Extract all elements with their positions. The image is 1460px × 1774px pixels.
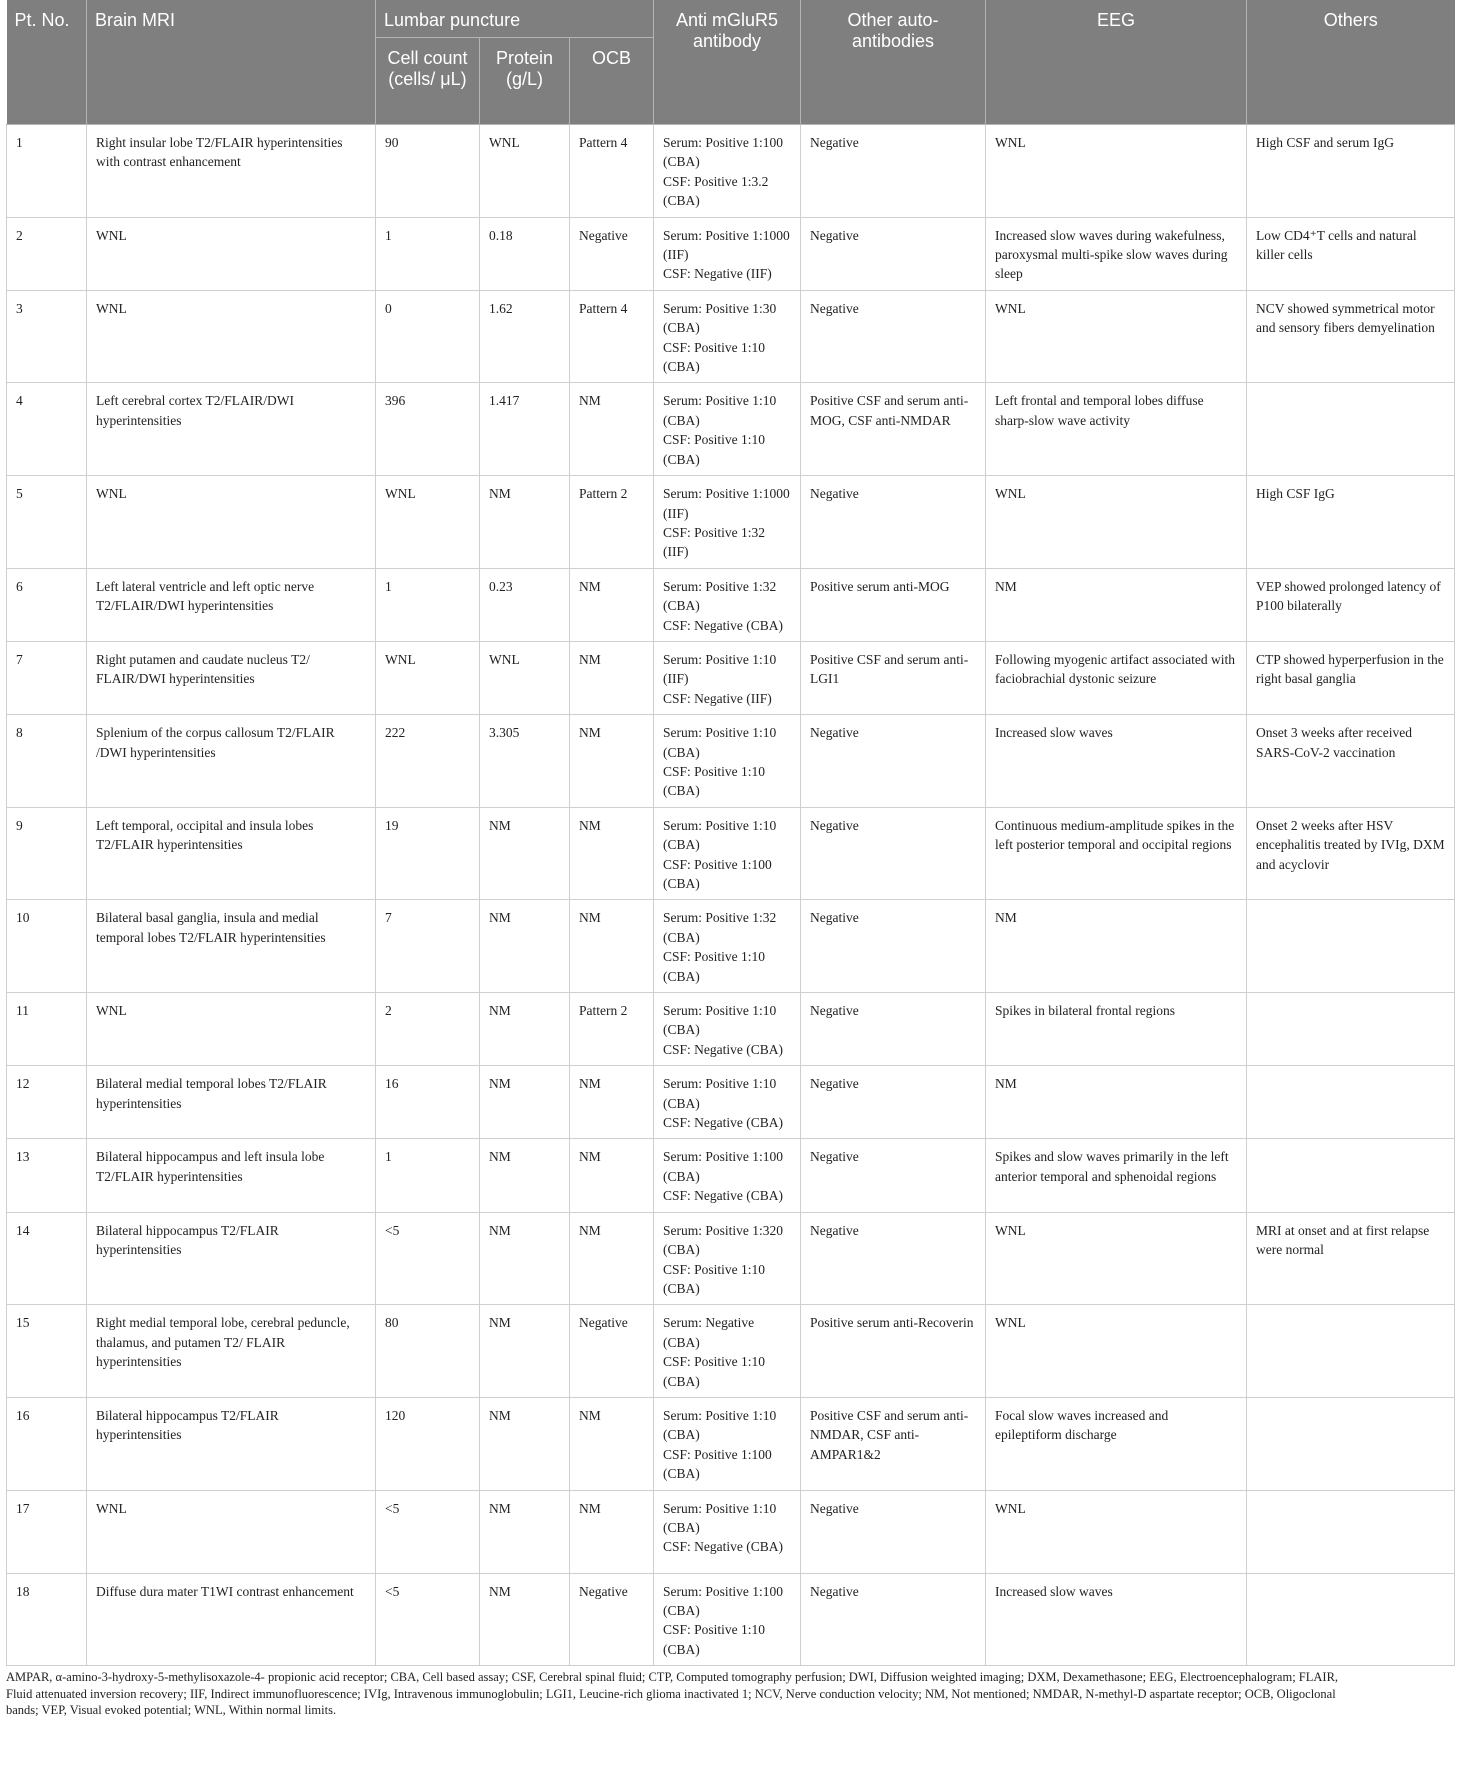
table-row (7, 715, 1455, 808)
table-row (7, 1066, 1455, 1139)
cell-ocb: NM (570, 807, 654, 900)
footnote-line-1: AMPAR, α-amino-3-hydroxy-5-methylisoxazole-4- propionic acid receptor; CBA, Cell based assay; CSF, Cerebral spinal fluid; CTP, Computed tomography perfusion; DWI, Diffusion weighted imaging; DXM, Dexamethasone; EEG, Electroencephalogram; FLAIR, (6, 1670, 1339, 1685)
cell-other-autoantibodies: Negative (801, 217, 986, 290)
cell-others (1247, 900, 1455, 993)
cell-cell-count: 396 (376, 383, 480, 476)
cell-cell-count: <5 (376, 1490, 480, 1573)
table-body (7, 125, 1455, 1666)
antibody-serum: Serum: Positive 1:10 (CBA) (663, 1500, 777, 1535)
header-other-autoantibodies: Other auto-antibodies (801, 0, 986, 125)
antibody-csf: CSF: Positive 1:100 (CBA) (663, 1446, 772, 1482)
cell-protein: WNL (480, 125, 570, 218)
cell-eeg: Spikes in bilateral frontal regions (986, 993, 1247, 1066)
cell-ocb: NM (570, 715, 654, 808)
cell-anti-mglur5 (654, 900, 801, 993)
cell-pt-no: 9 (7, 807, 87, 900)
cell-ocb: NM (570, 1212, 654, 1305)
cell-cell-count: 2 (376, 993, 480, 1066)
cell-others (1247, 1139, 1455, 1212)
table-row (7, 476, 1455, 569)
antibody-csf: CSF: Negative (CBA) (663, 1115, 784, 1131)
antibody-csf: CSF: Positive 1:10 (CBA) (663, 763, 766, 799)
cell-protein: NM (480, 476, 570, 569)
cell-others: VEP showed prolonged latency of P100 bilaterally (1247, 568, 1455, 641)
cell-eeg: NM (986, 900, 1247, 993)
cell-protein: NM (480, 993, 570, 1066)
cell-ocb: NM (570, 383, 654, 476)
cell-cell-count: 16 (376, 1066, 480, 1139)
header-anti-mglur5: Anti mGluR5 antibody (654, 0, 801, 125)
cell-brain-mri: Right medial temporal lobe, cerebral peduncle, thalamus, and putamen T2/ FLAIR hyperintensities (87, 1305, 376, 1398)
cell-ocb: Pattern 2 (570, 476, 654, 569)
table-row (7, 383, 1455, 476)
antibody-csf: CSF: Positive 1:3.2 (CBA) (663, 173, 769, 209)
table-footnote (6, 1669, 1454, 1719)
table-row (7, 1139, 1455, 1212)
cell-ocb: NM (570, 1397, 654, 1490)
cell-brain-mri: Left temporal, occipital and insula lobes T2/FLAIR hyperintensities (87, 807, 376, 900)
cell-ocb: Pattern 4 (570, 290, 654, 383)
header-others: Others (1247, 0, 1455, 125)
cell-anti-mglur5 (654, 1139, 801, 1212)
cell-pt-no: 5 (7, 476, 87, 569)
cell-cell-count: WNL (376, 641, 480, 714)
cell-protein: 1.62 (480, 290, 570, 383)
cell-others: NCV showed symmetrical motor and sensory fibers demyelination (1247, 290, 1455, 383)
cell-anti-mglur5 (654, 1305, 801, 1398)
cell-eeg: Continuous medium-amplitude spikes in the left posterior temporal and occipital regions (986, 807, 1247, 900)
table-row (7, 900, 1455, 993)
cell-pt-no: 12 (7, 1066, 87, 1139)
cell-anti-mglur5 (654, 1573, 801, 1666)
cell-pt-no: 11 (7, 993, 87, 1066)
antibody-serum: Serum: Positive 1:10 (IIF) (663, 651, 777, 687)
cell-others (1247, 383, 1455, 476)
cell-protein: NM (480, 1305, 570, 1398)
table-row (7, 1305, 1455, 1398)
cell-pt-no: 1 (7, 125, 87, 218)
cell-pt-no: 15 (7, 1305, 87, 1398)
antibody-csf: CSF: Positive 1:10 (CBA) (663, 1622, 766, 1657)
cell-eeg: Increased slow waves (986, 1573, 1247, 1666)
antibody-serum: Serum: Positive 1:32 (CBA) (663, 578, 777, 614)
cell-brain-mri: Bilateral medial temporal lobes T2/FLAIR hyperintensities (87, 1066, 376, 1139)
cell-anti-mglur5 (654, 807, 801, 900)
cell-ocb: Negative (570, 1305, 654, 1398)
patient-table (6, 0, 1455, 1666)
cell-others (1247, 1397, 1455, 1490)
antibody-serum: Serum: Positive 1:100 (CBA) (663, 1149, 784, 1184)
cell-protein: WNL (480, 641, 570, 714)
cell-others (1247, 1490, 1455, 1573)
cell-cell-count: WNL (376, 476, 480, 569)
antibody-serum: Serum: Positive 1:10 (CBA) (663, 1407, 777, 1443)
antibody-serum: Serum: Positive 1:10 (CBA) (663, 393, 777, 428)
table-row (7, 125, 1455, 218)
cell-eeg: WNL (986, 476, 1247, 569)
table-container (6, 0, 1454, 1719)
cell-pt-no: 3 (7, 290, 87, 383)
cell-cell-count: 0 (376, 290, 480, 383)
cell-other-autoantibodies: Negative (801, 1490, 986, 1573)
table-row (7, 641, 1455, 714)
cell-eeg: Increased slow waves (986, 715, 1247, 808)
cell-brain-mri: WNL (87, 476, 376, 569)
header-eeg: EEG (986, 0, 1247, 125)
cell-others: High CSF IgG (1247, 476, 1455, 569)
antibody-csf: CSF: Negative (IIF) (663, 266, 772, 282)
cell-brain-mri: WNL (87, 290, 376, 383)
cell-others: MRI at onset and at first relapse were normal (1247, 1212, 1455, 1305)
cell-brain-mri: Right putamen and caudate nucleus T2/ FLAIR/DWI hyperintensities (87, 641, 376, 714)
cell-eeg: WNL (986, 125, 1247, 218)
antibody-csf: CSF: Positive 1:10 (CBA) (663, 1354, 766, 1389)
antibody-serum: Serum: Positive 1:10 (CBA) (663, 725, 777, 760)
cell-other-autoantibodies: Negative (801, 1139, 986, 1212)
cell-brain-mri: Bilateral basal ganglia, insula and medial temporal lobes T2/FLAIR hyperintensities (87, 900, 376, 993)
cell-cell-count: 90 (376, 125, 480, 218)
cell-ocb: NM (570, 900, 654, 993)
cell-other-autoantibodies: Positive serum anti-Recoverin (801, 1305, 986, 1398)
cell-other-autoantibodies: Positive CSF and serum anti-LGI1 (801, 641, 986, 714)
antibody-serum: Serum: Positive 1:1000 (IIF) (663, 486, 790, 521)
cell-other-autoantibodies: Positive serum anti-MOG (801, 568, 986, 641)
antibody-serum: Serum: Positive 1:100 (CBA) (663, 135, 784, 170)
cell-cell-count: 1 (376, 217, 480, 290)
cell-anti-mglur5 (654, 993, 801, 1066)
cell-other-autoantibodies: Negative (801, 993, 986, 1066)
antibody-serum: Serum: Positive 1:1000 (IIF) (663, 227, 790, 263)
cell-cell-count: <5 (376, 1573, 480, 1666)
cell-eeg: NM (986, 1066, 1247, 1139)
antibody-serum: Serum: Negative (CBA) (663, 1315, 755, 1350)
cell-eeg: Spikes and slow waves primarily in the left anterior temporal and sphenoidal regions (986, 1139, 1247, 1212)
cell-other-autoantibodies: Negative (801, 1212, 986, 1305)
cell-other-autoantibodies: Negative (801, 807, 986, 900)
antibody-csf: CSF: Negative (CBA) (663, 1041, 784, 1057)
antibody-csf: CSF: Positive 1:32 (IIF) (663, 524, 766, 560)
cell-eeg: Focal slow waves increased and epileptiform discharge (986, 1397, 1247, 1490)
cell-pt-no: 8 (7, 715, 87, 808)
cell-cell-count: 1 (376, 568, 480, 641)
table-row (7, 1490, 1455, 1573)
antibody-serum: Serum: Positive 1:32 (CBA) (663, 910, 777, 945)
cell-cell-count: 222 (376, 715, 480, 808)
header-ocb: OCB (570, 38, 654, 125)
cell-protein: 0.18 (480, 217, 570, 290)
cell-ocb: Negative (570, 1573, 654, 1666)
cell-ocb: NM (570, 1139, 654, 1212)
cell-ocb: NM (570, 641, 654, 714)
cell-anti-mglur5 (654, 1066, 801, 1139)
cell-anti-mglur5 (654, 1397, 801, 1490)
antibody-serum: Serum: Positive 1:100 (CBA) (663, 1583, 784, 1618)
antibody-csf: CSF: Negative (CBA) (663, 617, 784, 633)
cell-brain-mri: WNL (87, 1490, 376, 1573)
cell-other-autoantibodies: Negative (801, 715, 986, 808)
cell-cell-count: <5 (376, 1212, 480, 1305)
antibody-serum: Serum: Positive 1:10 (CBA) (663, 817, 777, 853)
header-pt-no: Pt. No. (7, 0, 87, 125)
cell-anti-mglur5 (654, 568, 801, 641)
cell-anti-mglur5 (654, 641, 801, 714)
cell-brain-mri: Left lateral ventricle and left optic nerve T2/FLAIR/DWI hyperintensities (87, 568, 376, 641)
cell-other-autoantibodies: Negative (801, 900, 986, 993)
cell-protein: 3.305 (480, 715, 570, 808)
header-brain-mri: Brain MRI (87, 0, 376, 125)
cell-brain-mri: Right insular lobe T2/FLAIR hyperintensities with contrast enhancement (87, 125, 376, 218)
cell-pt-no: 16 (7, 1397, 87, 1490)
antibody-csf: CSF: Negative (IIF) (663, 690, 772, 706)
cell-brain-mri: Splenium of the corpus callosum T2/FLAIR /DWI hyperintensities (87, 715, 376, 808)
table-row (7, 568, 1455, 641)
cell-pt-no: 6 (7, 568, 87, 641)
cell-cell-count: 19 (376, 807, 480, 900)
cell-brain-mri: Diffuse dura mater T1WI contrast enhancement (87, 1573, 376, 1666)
table-row (7, 217, 1455, 290)
cell-ocb: NM (570, 1066, 654, 1139)
cell-other-autoantibodies: Negative (801, 290, 986, 383)
cell-others (1247, 1573, 1455, 1666)
cell-protein: NM (480, 1490, 570, 1573)
cell-anti-mglur5 (654, 383, 801, 476)
cell-others: Onset 2 weeks after HSV encephalitis treated by IVIg, DXM and acyclovir (1247, 807, 1455, 900)
cell-pt-no: 2 (7, 217, 87, 290)
cell-anti-mglur5 (654, 715, 801, 808)
cell-anti-mglur5 (654, 290, 801, 383)
antibody-csf: CSF: Positive 1:100 (CBA) (663, 856, 772, 891)
cell-eeg: WNL (986, 290, 1247, 383)
cell-other-autoantibodies: Positive CSF and serum anti-NMDAR, CSF anti-AMPAR1&2 (801, 1397, 986, 1490)
table-row (7, 1573, 1455, 1666)
cell-pt-no: 10 (7, 900, 87, 993)
cell-pt-no: 18 (7, 1573, 87, 1666)
cell-cell-count: 7 (376, 900, 480, 993)
cell-cell-count: 1 (376, 1139, 480, 1212)
cell-other-autoantibodies: Positive CSF and serum anti-MOG, CSF anti-NMDAR (801, 383, 986, 476)
cell-protein: 1.417 (480, 383, 570, 476)
cell-anti-mglur5 (654, 1490, 801, 1573)
antibody-serum: Serum: Positive 1:10 (CBA) (663, 1076, 777, 1111)
cell-brain-mri: WNL (87, 993, 376, 1066)
antibody-csf: CSF: Positive 1:10 (CBA) (663, 1261, 766, 1296)
cell-eeg: WNL (986, 1305, 1247, 1398)
cell-protein: NM (480, 1212, 570, 1305)
cell-other-autoantibodies: Negative (801, 1066, 986, 1139)
cell-eeg: Increased slow waves during wakefulness, paroxysmal multi-spike slow waves during sleep (986, 217, 1247, 290)
footnote-line-3: bands; VEP, Visual evoked potential; WNL, Within normal limits. (6, 1703, 337, 1718)
cell-brain-mri: Bilateral hippocampus and left insula lobe T2/FLAIR hyperintensities (87, 1139, 376, 1212)
cell-protein: NM (480, 1066, 570, 1139)
cell-pt-no: 7 (7, 641, 87, 714)
antibody-csf: CSF: Negative (CBA) (663, 1539, 784, 1555)
cell-brain-mri: Bilateral hippocampus T2/FLAIR hyperintensities (87, 1397, 376, 1490)
header-protein: Protein (g/L) (480, 38, 570, 125)
cell-brain-mri: WNL (87, 217, 376, 290)
table-row (7, 1212, 1455, 1305)
antibody-csf: CSF: Negative (CBA) (663, 1188, 784, 1204)
cell-pt-no: 17 (7, 1490, 87, 1573)
cell-pt-no: 4 (7, 383, 87, 476)
cell-anti-mglur5 (654, 476, 801, 569)
antibody-csf: CSF: Positive 1:10 (CBA) (663, 432, 766, 467)
cell-anti-mglur5 (654, 1212, 801, 1305)
cell-protein: 0.23 (480, 568, 570, 641)
cell-others: CTP showed hyperperfusion in the right basal ganglia (1247, 641, 1455, 714)
cell-eeg: Left frontal and temporal lobes diffuse sharp-slow wave activity (986, 383, 1247, 476)
cell-protein: NM (480, 1139, 570, 1212)
antibody-serum: Serum: Positive 1:320 (CBA) (663, 1222, 784, 1258)
table-row (7, 807, 1455, 900)
cell-ocb: Pattern 4 (570, 125, 654, 218)
cell-anti-mglur5 (654, 125, 801, 218)
cell-cell-count: 120 (376, 1397, 480, 1490)
cell-cell-count: 80 (376, 1305, 480, 1398)
antibody-serum: Serum: Positive 1:30 (CBA) (663, 300, 777, 336)
cell-other-autoantibodies: Negative (801, 1573, 986, 1666)
cell-eeg: WNL (986, 1212, 1247, 1305)
cell-eeg: NM (986, 568, 1247, 641)
cell-pt-no: 14 (7, 1212, 87, 1305)
cell-brain-mri: Left cerebral cortex T2/FLAIR/DWI hyperintensities (87, 383, 376, 476)
table-header (7, 0, 1455, 125)
table-row (7, 290, 1455, 383)
header-cell-count: Cell count (cells/ μL) (376, 38, 480, 125)
table-row (7, 1397, 1455, 1490)
cell-others: High CSF and serum IgG (1247, 125, 1455, 218)
cell-protein: NM (480, 1573, 570, 1666)
antibody-csf: CSF: Positive 1:10 (CBA) (663, 949, 766, 984)
cell-anti-mglur5 (654, 217, 801, 290)
cell-others (1247, 993, 1455, 1066)
cell-ocb: Pattern 2 (570, 993, 654, 1066)
antibody-serum: Serum: Positive 1:10 (CBA) (663, 1003, 777, 1038)
cell-others: Onset 3 weeks after received SARS-CoV-2 vaccination (1247, 715, 1455, 808)
cell-protein: NM (480, 1397, 570, 1490)
cell-other-autoantibodies: Negative (801, 476, 986, 569)
cell-brain-mri: Bilateral hippocampus T2/FLAIR hyperintensities (87, 1212, 376, 1305)
table-row (7, 993, 1455, 1066)
cell-pt-no: 13 (7, 1139, 87, 1212)
cell-eeg: Following myogenic artifact associated with faciobrachial dystonic seizure (986, 641, 1247, 714)
cell-ocb: NM (570, 568, 654, 641)
cell-others (1247, 1305, 1455, 1398)
cell-protein: NM (480, 900, 570, 993)
cell-eeg: WNL (986, 1490, 1247, 1573)
cell-others (1247, 1066, 1455, 1139)
antibody-csf: CSF: Positive 1:10 (CBA) (663, 339, 766, 375)
cell-protein: NM (480, 807, 570, 900)
header-lumbar-puncture: Lumbar puncture (376, 0, 654, 38)
cell-ocb: NM (570, 1490, 654, 1573)
footnote-line-2: Fluid attenuated inversion recovery; IIF, Indirect immunofluorescence; IVIg, Intravenous immunoglobulin; LGI1, Leucine-rich glioma inactivated 1; NCV, Nerve conduction velocity; NM, Not mentioned; NMDAR, N-methyl-D aspartate receptor; OCB, Oligoclonal (6, 1686, 1336, 1701)
cell-others: Low CD4⁺T cells and natural killer cells (1247, 217, 1455, 290)
cell-other-autoantibodies: Negative (801, 125, 986, 218)
cell-ocb: Negative (570, 217, 654, 290)
